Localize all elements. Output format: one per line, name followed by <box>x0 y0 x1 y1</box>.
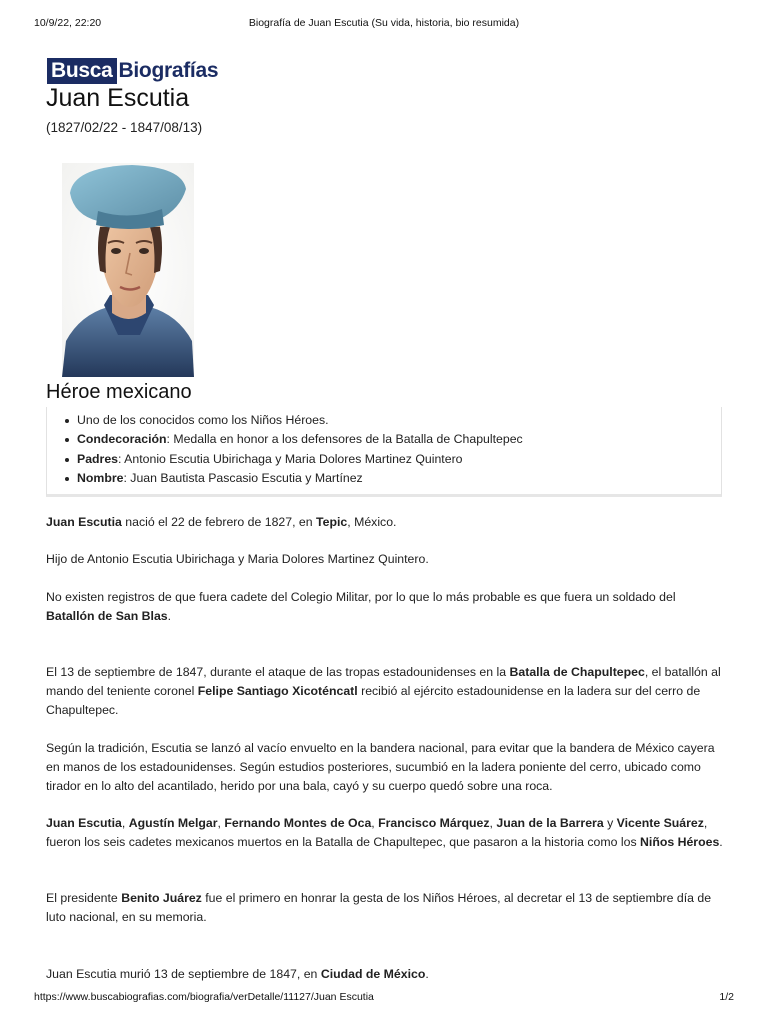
text: No existen registros de que fuera cadete del Colegio Militar, por lo que lo más probable es que fuera un soldado del <box>46 590 676 604</box>
text: Hijo de Antonio Escutia Ubirichaga y Maria Dolores Martinez Quintero. <box>46 552 429 566</box>
bold-text: Francisco Márquez <box>378 816 490 830</box>
fact-label: Nombre <box>77 470 124 485</box>
print-datetime: 10/9/22, 22:20 <box>34 17 102 29</box>
fact-item <box>77 450 721 469</box>
bold-text: Tepic <box>316 515 348 529</box>
person-name: Juan Escutia <box>46 84 190 112</box>
text: , fueron los seis cadetes mexicanos muertos en la Batalla de Chapultepec, que pasaron a la historia como los <box>46 816 708 849</box>
bold-text: Fernando Montes de Oca <box>224 816 372 830</box>
paragraph-tradition <box>46 739 726 796</box>
text: , el batallón al mando del teniente coronel <box>46 665 721 698</box>
bold-text: Juan Escutia <box>46 816 122 830</box>
fact-item <box>77 469 721 488</box>
bold-text: Vicente Suárez <box>616 816 704 830</box>
paragraph-battle <box>46 663 726 720</box>
paragraph-juarez <box>46 889 726 927</box>
logo-part-biografias: Biografías <box>118 59 219 82</box>
bold-text: Felipe Santiago Xicoténcatl <box>197 684 358 698</box>
fact-label: Condecoración <box>77 432 167 447</box>
fact-item <box>77 430 721 449</box>
bold-text: Juan Escutia <box>46 515 122 529</box>
paragraph-cadet <box>46 588 726 626</box>
fact-text: : Medalla en honor a los defensores de la Batalla de Chapultepec <box>166 432 523 447</box>
text: Juan Escutia murió 13 de septiembre de 1847, en <box>46 967 321 981</box>
facts-box <box>46 407 722 497</box>
text: . <box>425 967 429 981</box>
text: , México. <box>347 515 397 529</box>
text: El 13 de septiembre de 1847, durante el ataque de las tropas estadounidenses en la <box>46 665 510 679</box>
life-dates: (1827/02/22 - 1847/08/13) <box>46 120 203 135</box>
text: recibió al ejército estadounidense en la ladera sur del cerro de Chapultepec. <box>46 684 701 717</box>
page-number: 1/2 <box>719 991 734 1003</box>
print-url: https://www.buscabiografias.com/biografia/verDetalle/11127/Juan Escutia <box>34 991 374 1003</box>
text: nació el 22 de febrero de 1827, en <box>121 515 317 529</box>
text: y <box>603 816 617 830</box>
paragraph-birth <box>46 513 726 532</box>
paragraph-cadets <box>46 814 726 852</box>
fact-text: Uno de los conocidos como los Niños Héroes. <box>77 413 329 427</box>
fact-item <box>77 411 721 430</box>
text: , <box>371 816 379 830</box>
bold-text: Benito Juárez <box>121 891 202 905</box>
text: , <box>489 816 497 830</box>
text: . <box>719 835 723 849</box>
portrait-image <box>62 163 194 377</box>
text: Según la tradición, Escutia se lanzó al vacío envuelto en la bandera nacional, para evitar que la bandera de México cayera en manos de los estadounidenses. Según estudios posteriores, sucumbió en la ladera poniente del cerro, ubicado como tirador en lo alto del acantilado, herido por una bala, cayó y su cuerpo quedó sobre una roca. <box>46 741 715 793</box>
text: fue el primero en honrar la gesta de los Niños Héroes, al decretar el 13 de septiembre día de luto nacional, en su memoria. <box>46 891 712 924</box>
fact-text: : Antonio Escutia Ubirichaga y Maria Dolores Martinez Quintero <box>118 451 463 466</box>
print-page-title: Biografía de Juan Escutia (Su vida, historia, bio resumida) <box>248 17 520 29</box>
paragraph-parents <box>46 550 726 569</box>
bold-text: Ciudad de México <box>320 967 426 981</box>
site-logo[interactable] <box>47 58 218 84</box>
fact-label: Padres <box>77 451 119 466</box>
bold-text: Batallón de San Blas <box>46 609 168 623</box>
text: El presidente <box>46 891 122 905</box>
bold-text: Agustín Melgar <box>128 816 218 830</box>
logo-part-busca: Busca <box>47 58 117 84</box>
text: , <box>217 816 225 830</box>
paragraph-death <box>46 965 726 984</box>
bold-text: Juan de la Barrera <box>496 816 604 830</box>
fact-text: : Juan Bautista Pascasio Escutia y Martínez <box>123 470 363 485</box>
bold-text: Batalla de Chapultepec <box>509 665 645 679</box>
bold-text: Niños Héroes <box>640 835 720 849</box>
text: , <box>121 816 129 830</box>
text: . <box>167 609 172 623</box>
role-heading: Héroe mexicano <box>46 381 192 403</box>
